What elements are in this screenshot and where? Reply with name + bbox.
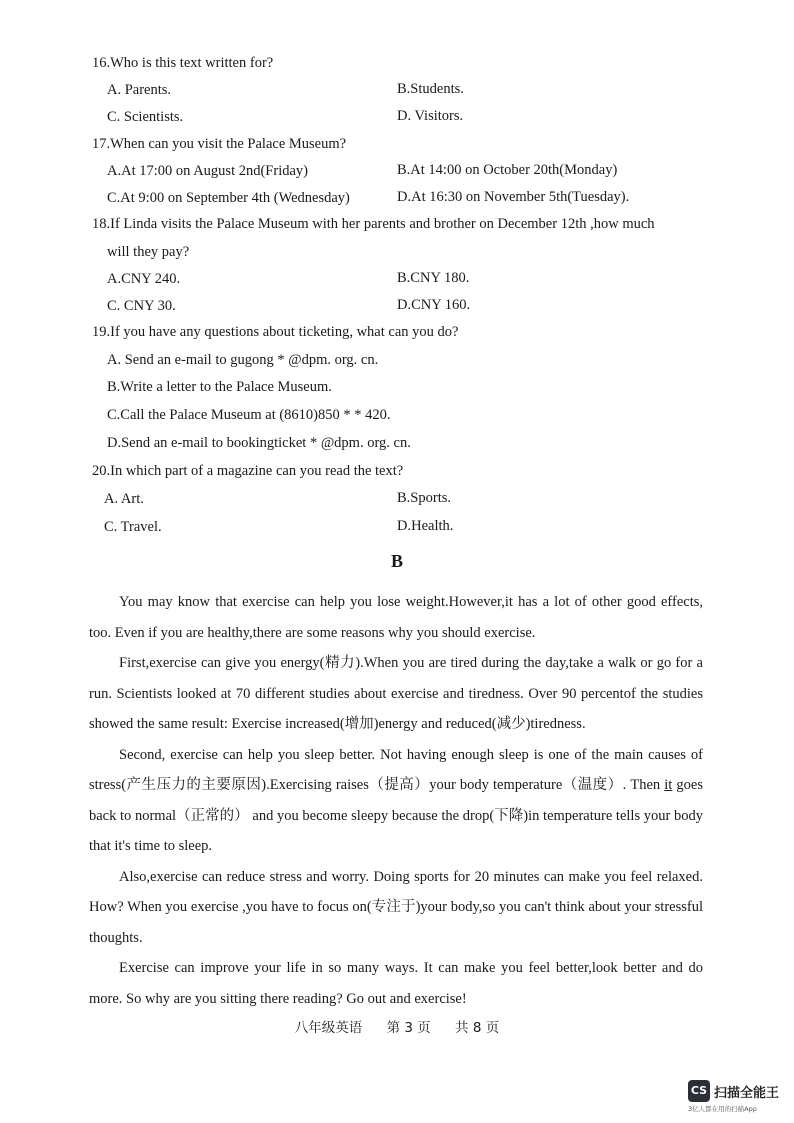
- passage-paragraph-2: First,exercise can give you energy(精力).When you are tired during the day,take a walk or go for a run. Scientists looked at 70 different studies about exercise and tiredness. Over 90 percentof the studies showed the same result: Exercise increased(增加)energy and reduced(减少)tiredness.: [89, 655, 703, 732]
- question-17-option-c: C.At 9:00 on September 4th (Wednesday): [107, 190, 350, 206]
- question-17-option-d: D.At 16:30 on November 5th(Tuesday).: [397, 189, 630, 205]
- footer-total-pages: 共 8 页: [455, 1020, 500, 1036]
- watermark-app-name: 扫描全能王: [714, 1086, 780, 1101]
- question-17-option-a: A.At 17:00 on August 2nd(Friday): [107, 163, 308, 179]
- question-16-stem: 16.Who is this text written for?: [92, 55, 274, 71]
- page-footer: [0, 1016, 794, 1036]
- question-16-option-b: B.Students.: [397, 81, 464, 97]
- question-16-option-c: C. Scientists.: [107, 109, 184, 125]
- question-19-option-a: A. Send an e-mail to gugong * @dpm. org. cn.: [107, 352, 379, 368]
- section-b-heading: B: [390, 551, 403, 571]
- question-16-option-a: A. Parents.: [107, 82, 172, 98]
- passage-paragraph-3: [89, 740, 703, 862]
- question-18-option-c: C. CNY 30.: [107, 298, 176, 314]
- camscanner-logo-icon: CS: [688, 1080, 710, 1102]
- question-17-option-b: B.At 14:00 on October 20th(Monday): [397, 162, 618, 178]
- question-18-option-a: A.CNY 240.: [107, 271, 181, 287]
- question-20-option-a: A. Art.: [104, 491, 144, 507]
- underlined-word-it: it: [664, 777, 673, 793]
- question-16-option-d: D. Visitors.: [397, 108, 464, 124]
- question-19-option-b: B.Write a letter to the Palace Museum.: [107, 379, 332, 395]
- question-19-option-d: D.Send an e-mail to bookingticket * @dpm. org. cn.: [107, 435, 411, 451]
- question-18-stem-continued: will they pay?: [107, 244, 190, 260]
- question-20-stem: 20.In which part of a magazine can you read the text?: [92, 463, 404, 479]
- watermark-tagline: 3亿人都在用的扫描App: [688, 1105, 757, 1113]
- passage-paragraph-5: Exercise can improve your life in so many ways. It can make you feel better,look better and do more. So why are you sitting there reading? Go out and exercise!: [89, 960, 703, 1007]
- passage-paragraph-3-part-2: goes back to normal（正常的） and you become sleepy because the drop(下降)in temperature tells your body that it's time to sleep.: [89, 777, 703, 854]
- question-18-option-b: B.CNY 180.: [397, 270, 470, 286]
- question-18-option-d: D.CNY 160.: [397, 297, 471, 313]
- footer-subject: 八年级英语: [294, 1020, 363, 1036]
- passage-paragraph-4: Also,exercise can reduce stress and worry. Doing sports for 20 minutes can make you feel relaxed. How? When you exercise ,you have to focus on(专注于)your body,so you can't think about your stressful thoughts.: [89, 868, 703, 946]
- reading-passage: [89, 587, 703, 1014]
- passage-paragraph-3-part-1: Second, exercise can help you sleep better. Not having enough sleep is one of the main causes of stress(产生压力的主要原因).Exercising raises（提高）your body temperature（温度）. Then: [89, 746, 703, 793]
- question-19-option-c: C.Call the Palace Museum at (8610)850 * * 420.: [107, 407, 391, 423]
- question-19-stem: 19.If you have any questions about ticketing, what can you do?: [92, 324, 459, 340]
- passage-paragraph-1: You may know that exercise can help you lose weight.However,it has a lot of other good effects, too. Even if you are healthy,there are some reasons why you should exercise.: [89, 594, 703, 641]
- question-20-option-b: B.Sports.: [397, 490, 451, 506]
- question-17-stem: 17.When can you visit the Palace Museum?: [92, 136, 347, 152]
- question-20-option-d: D.Health.: [397, 518, 454, 534]
- scanner-watermark: [688, 1080, 788, 1116]
- question-18-stem: 18.If Linda visits the Palace Museum with her parents and brother on December 12th ,how much: [92, 216, 655, 232]
- question-20-option-c: C. Travel.: [104, 519, 162, 535]
- footer-page-number: 第 3 页: [386, 1020, 431, 1036]
